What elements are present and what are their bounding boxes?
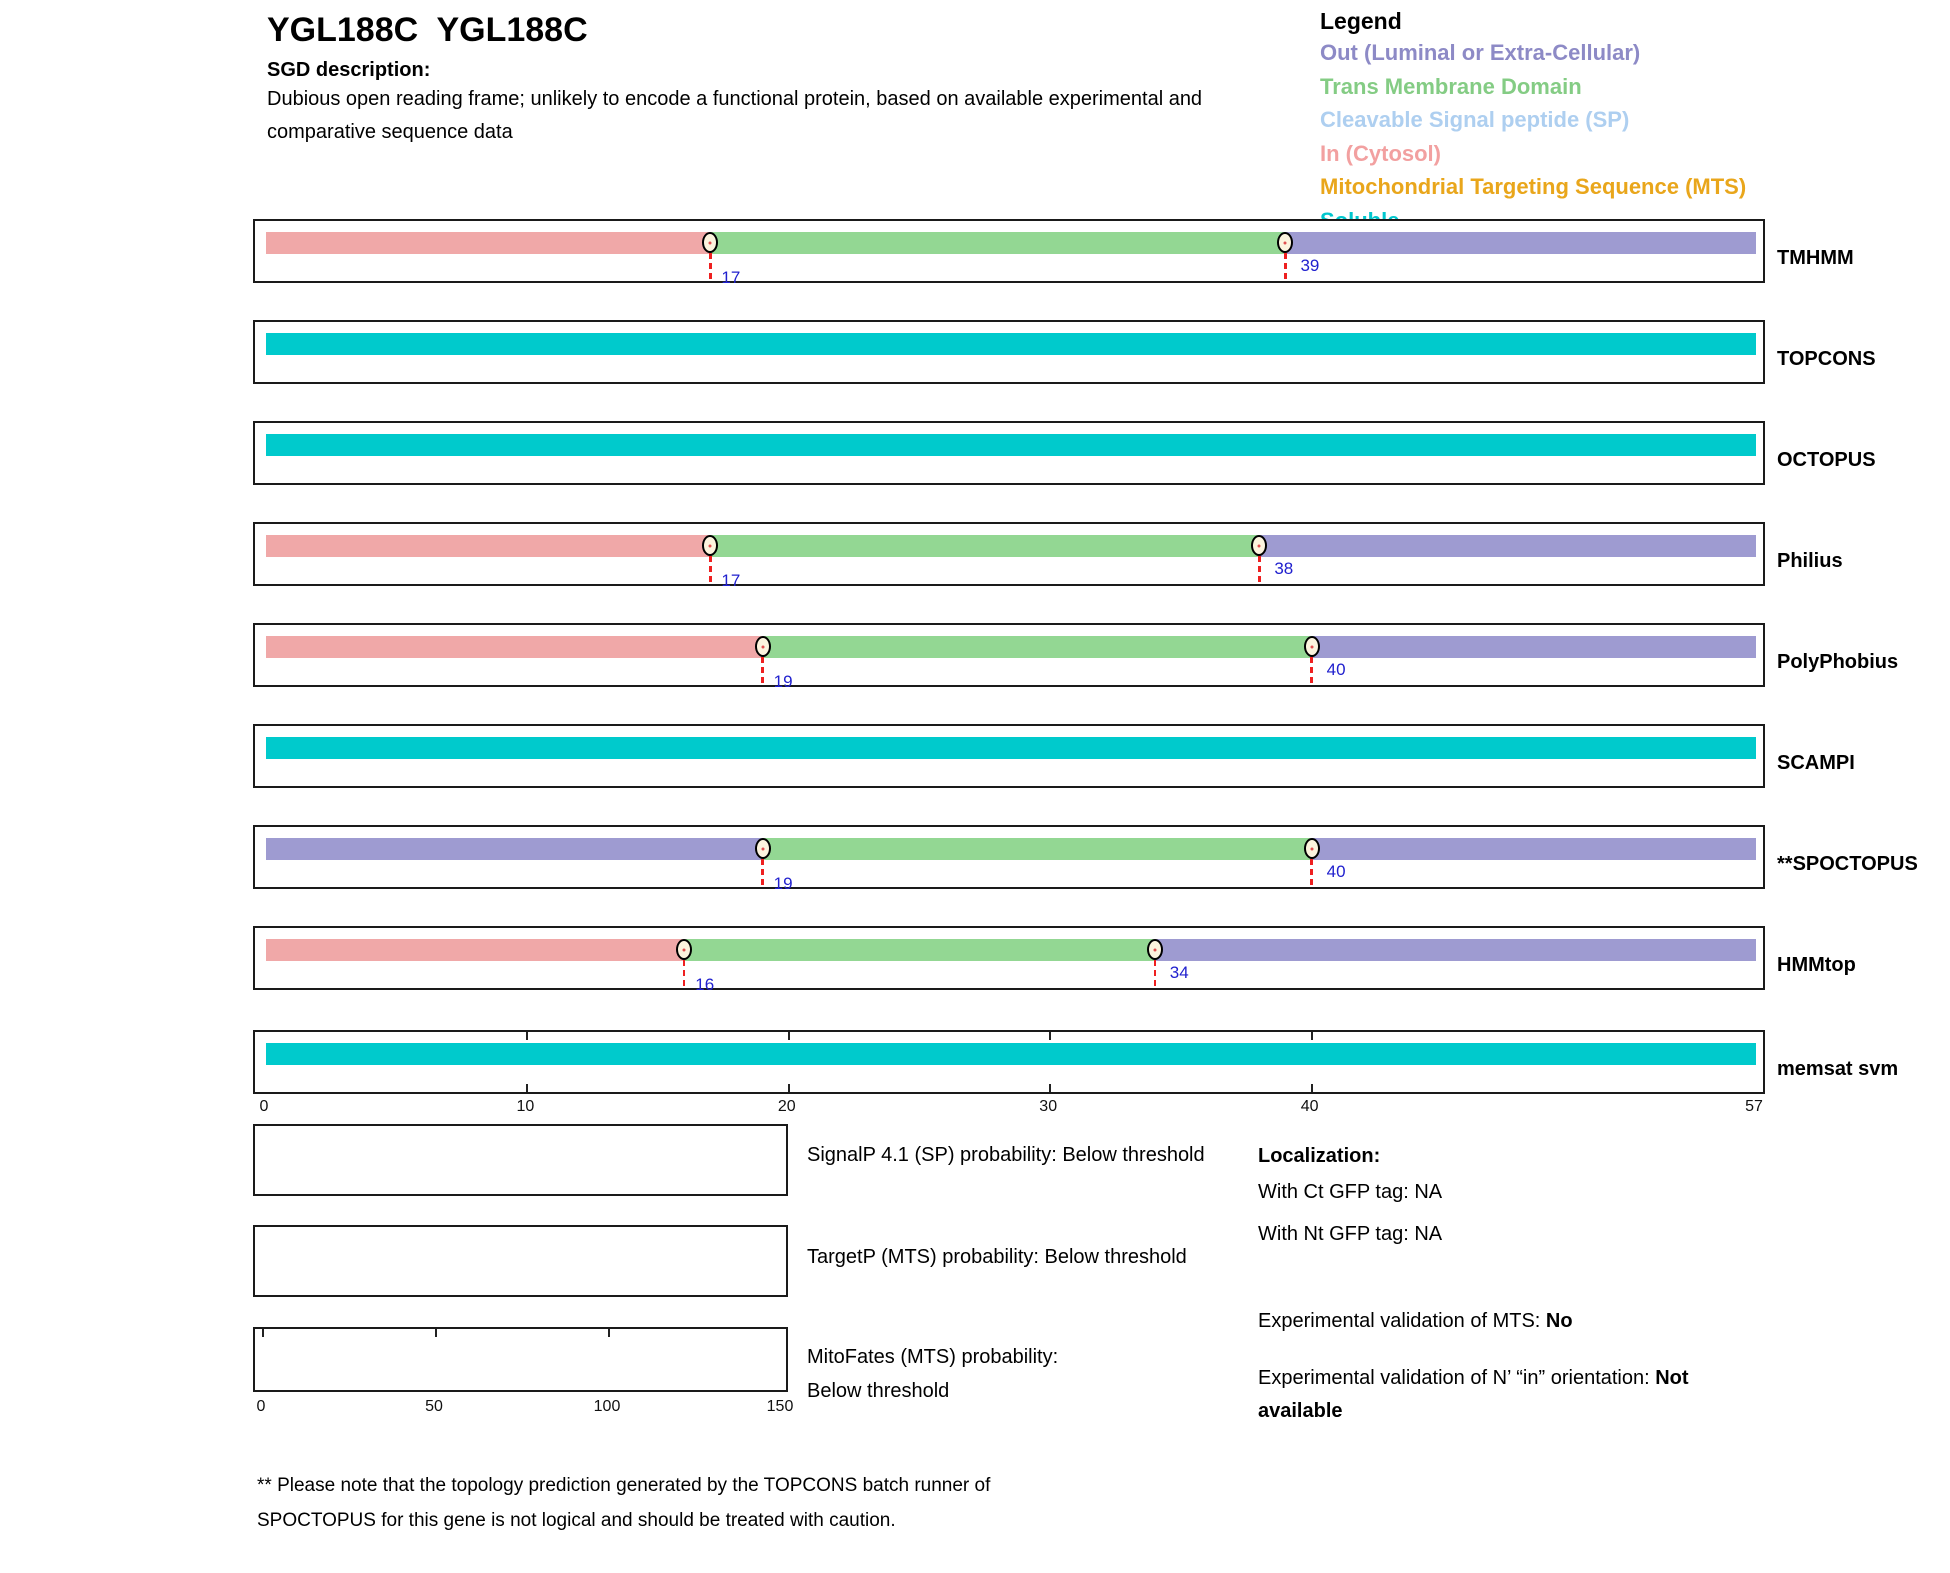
track-label: SCAMPI [1777, 752, 1855, 774]
segment-in [266, 939, 684, 961]
mitofates-axis-label: 50 [425, 1398, 443, 1415]
orientation-validation-text: Experimental validation of N’ “in” orientation: [1258, 1367, 1656, 1389]
boundary-marker [1304, 838, 1320, 859]
boundary-position-label: 34 [1169, 963, 1189, 982]
boundary-dashed-line [683, 960, 686, 990]
mitofates-label: MitoFates (MTS) probability: Below threshold [807, 1346, 1059, 1402]
segment-tm [763, 838, 1312, 860]
boundary-dashed-line [709, 253, 712, 283]
residue-axis-label: 57 [1745, 1098, 1763, 1115]
boundary-marker-dot [1310, 645, 1313, 648]
boundary-position-label: 16 [695, 975, 715, 994]
segment-out [266, 838, 763, 860]
boundary-marker-dot [709, 544, 712, 547]
track-plot-box [253, 219, 1765, 287]
mts-validation-line [1258, 1305, 1573, 1338]
targetp-plot-box [253, 1225, 788, 1297]
track-plot-box [253, 522, 1765, 590]
track-plot-box [253, 421, 1765, 485]
segment-soluble [266, 333, 1756, 355]
boundary-position-label: 38 [1274, 559, 1294, 578]
track-label: Philius [1777, 550, 1843, 572]
axis-tick [1049, 1084, 1051, 1092]
track-row-scampi [253, 724, 1855, 788]
sgd-description-text: Dubious open reading frame; unlikely to encode a functional protein, based on available experimental and comparative sequence data [267, 88, 1203, 143]
legend-item-out: Out (Luminal or Extra-Cellular) [1320, 40, 1641, 65]
segment-tm [763, 636, 1312, 658]
segment-soluble [266, 737, 1756, 759]
boundary-marker [755, 636, 771, 657]
boundary-marker-dot [709, 241, 712, 244]
mitofates-tick [262, 1329, 264, 1337]
boundary-position-label: 19 [773, 874, 793, 893]
boundary-dashed-line [1310, 859, 1313, 889]
axis-tick [788, 1032, 790, 1040]
mitofates-axis-label: 0 [256, 1398, 266, 1415]
boundary-dashed-line [1310, 657, 1313, 687]
legend-items [1320, 36, 1746, 237]
boundary-marker-dot [1284, 241, 1287, 244]
spoctopus-footnote: ** Please note that the topology prediction generated by the TOPCONS batch runner of SPOCTOPUS for this gene is not logical and should be treated with caution. [257, 1475, 991, 1531]
mitofates-tick [608, 1329, 610, 1337]
axis-tick [1311, 1032, 1313, 1040]
track-label: HMMtop [1777, 954, 1856, 976]
boundary-marker-dot [761, 645, 764, 648]
axis-tick [526, 1032, 528, 1040]
segment-tm [684, 939, 1155, 961]
page-title: YGL188C YGL188C [267, 11, 588, 49]
track-plot-box [253, 320, 1765, 384]
track-plot-box [253, 1030, 1765, 1094]
track-row-hmmtop [253, 926, 1856, 994]
residue-axis-label: 20 [777, 1098, 796, 1115]
boundary-marker-dot [683, 948, 686, 951]
track-row-polyphobius [253, 623, 1899, 691]
track-row-octopus [253, 421, 1876, 485]
nt-gfp-line: With Nt GFP tag: NA [1258, 1223, 1443, 1245]
segment-soluble [266, 434, 1756, 456]
segment-out [1259, 535, 1756, 557]
segment-out [1312, 838, 1756, 860]
legend-item-tm: Trans Membrane Domain [1320, 73, 1582, 99]
track-plot-box [253, 825, 1765, 893]
orientation-validation-value: Not available [1258, 1367, 1689, 1422]
track-label: TMHMM [1777, 247, 1854, 269]
boundary-marker-dot [761, 847, 764, 850]
track-row-topcons [253, 320, 1876, 384]
boundary-dashed-line [761, 657, 764, 687]
segment-out [1285, 232, 1756, 254]
boundary-marker [1304, 636, 1320, 657]
boundary-marker [755, 838, 771, 859]
signalp-label: SignalP 4.1 (SP) probability: Below threshold [807, 1144, 1205, 1166]
targetp-label: TargetP (MTS) probability: Below threshold [807, 1246, 1187, 1268]
boundary-marker [1147, 939, 1163, 960]
track-plot-box [253, 724, 1765, 788]
localization-title: Localization: [1258, 1145, 1381, 1167]
residue-axis-label: 40 [1300, 1098, 1319, 1115]
header [267, 10, 1277, 149]
boundary-position-label: 17 [721, 268, 741, 287]
axis-tick [788, 1084, 790, 1092]
boundary-position-label: 40 [1326, 862, 1346, 881]
track-label: TOPCONS [1777, 348, 1876, 370]
axis-tick [1311, 1084, 1313, 1092]
mitofates-plot-box [253, 1327, 788, 1392]
residue-axis-label: 0 [259, 1098, 269, 1115]
track-row-philius [253, 522, 1843, 590]
residue-axis-label: 10 [516, 1098, 535, 1115]
track-label: memsat svm [1777, 1058, 1899, 1080]
orientation-validation-line [1258, 1362, 1743, 1428]
segment-out [1312, 636, 1756, 658]
segment-soluble [266, 1043, 1756, 1065]
boundary-dashed-line [1154, 960, 1157, 990]
boundary-marker-dot [1153, 948, 1156, 951]
legend-item-in: In (Cytosol) [1320, 140, 1441, 166]
track-plot-box [253, 926, 1765, 994]
signalp-plot-box [253, 1124, 788, 1196]
segment-tm [710, 232, 1285, 254]
legend-item-sp: Cleavable Signal peptide (SP) [1320, 107, 1630, 132]
mitofates-tick [435, 1329, 437, 1337]
boundary-position-label: 17 [721, 571, 741, 590]
legend-title: Legend [1320, 8, 1402, 34]
axis-tick [526, 1084, 528, 1092]
segment-in [266, 636, 763, 658]
segment-out [1155, 939, 1756, 961]
legend [1320, 6, 1746, 237]
track-label: **SPOCTOPUS [1777, 853, 1918, 875]
track-row-tmhmm [253, 219, 1854, 287]
boundary-dashed-line [1284, 253, 1287, 283]
axis-tick [1049, 1032, 1051, 1040]
segment-tm [710, 535, 1259, 557]
mitofates-axis-label: 150 [766, 1398, 794, 1415]
segment-in [266, 535, 710, 557]
ct-gfp-line: With Ct GFP tag: NA [1258, 1181, 1443, 1203]
legend-item-mts: Mitochondrial Targeting Sequence (MTS) [1320, 174, 1747, 199]
track-row-spoctopus [253, 825, 1918, 893]
boundary-dashed-line [709, 556, 712, 586]
track-label: PolyPhobius [1777, 651, 1899, 673]
boundary-dashed-line [761, 859, 764, 889]
boundary-dashed-line [1258, 556, 1261, 586]
sgd-description-label: SGD description: [267, 59, 431, 81]
boundary-marker-dot [1310, 847, 1313, 850]
boundary-position-label: 19 [773, 672, 793, 691]
boundary-position-label: 39 [1300, 256, 1320, 275]
mitofates-axis-label: 100 [593, 1398, 621, 1415]
track-row-memsatsvm [253, 1030, 1899, 1094]
boundary-marker-dot [1258, 544, 1261, 547]
boundary-position-label: 40 [1326, 660, 1346, 679]
track-label: OCTOPUS [1777, 449, 1876, 471]
mts-validation-text: Experimental validation of MTS: [1258, 1310, 1546, 1332]
track-plot-box [253, 623, 1765, 691]
segment-in [266, 232, 710, 254]
residue-axis-label: 30 [1039, 1098, 1058, 1115]
mts-validation-value: No [1545, 1310, 1573, 1332]
